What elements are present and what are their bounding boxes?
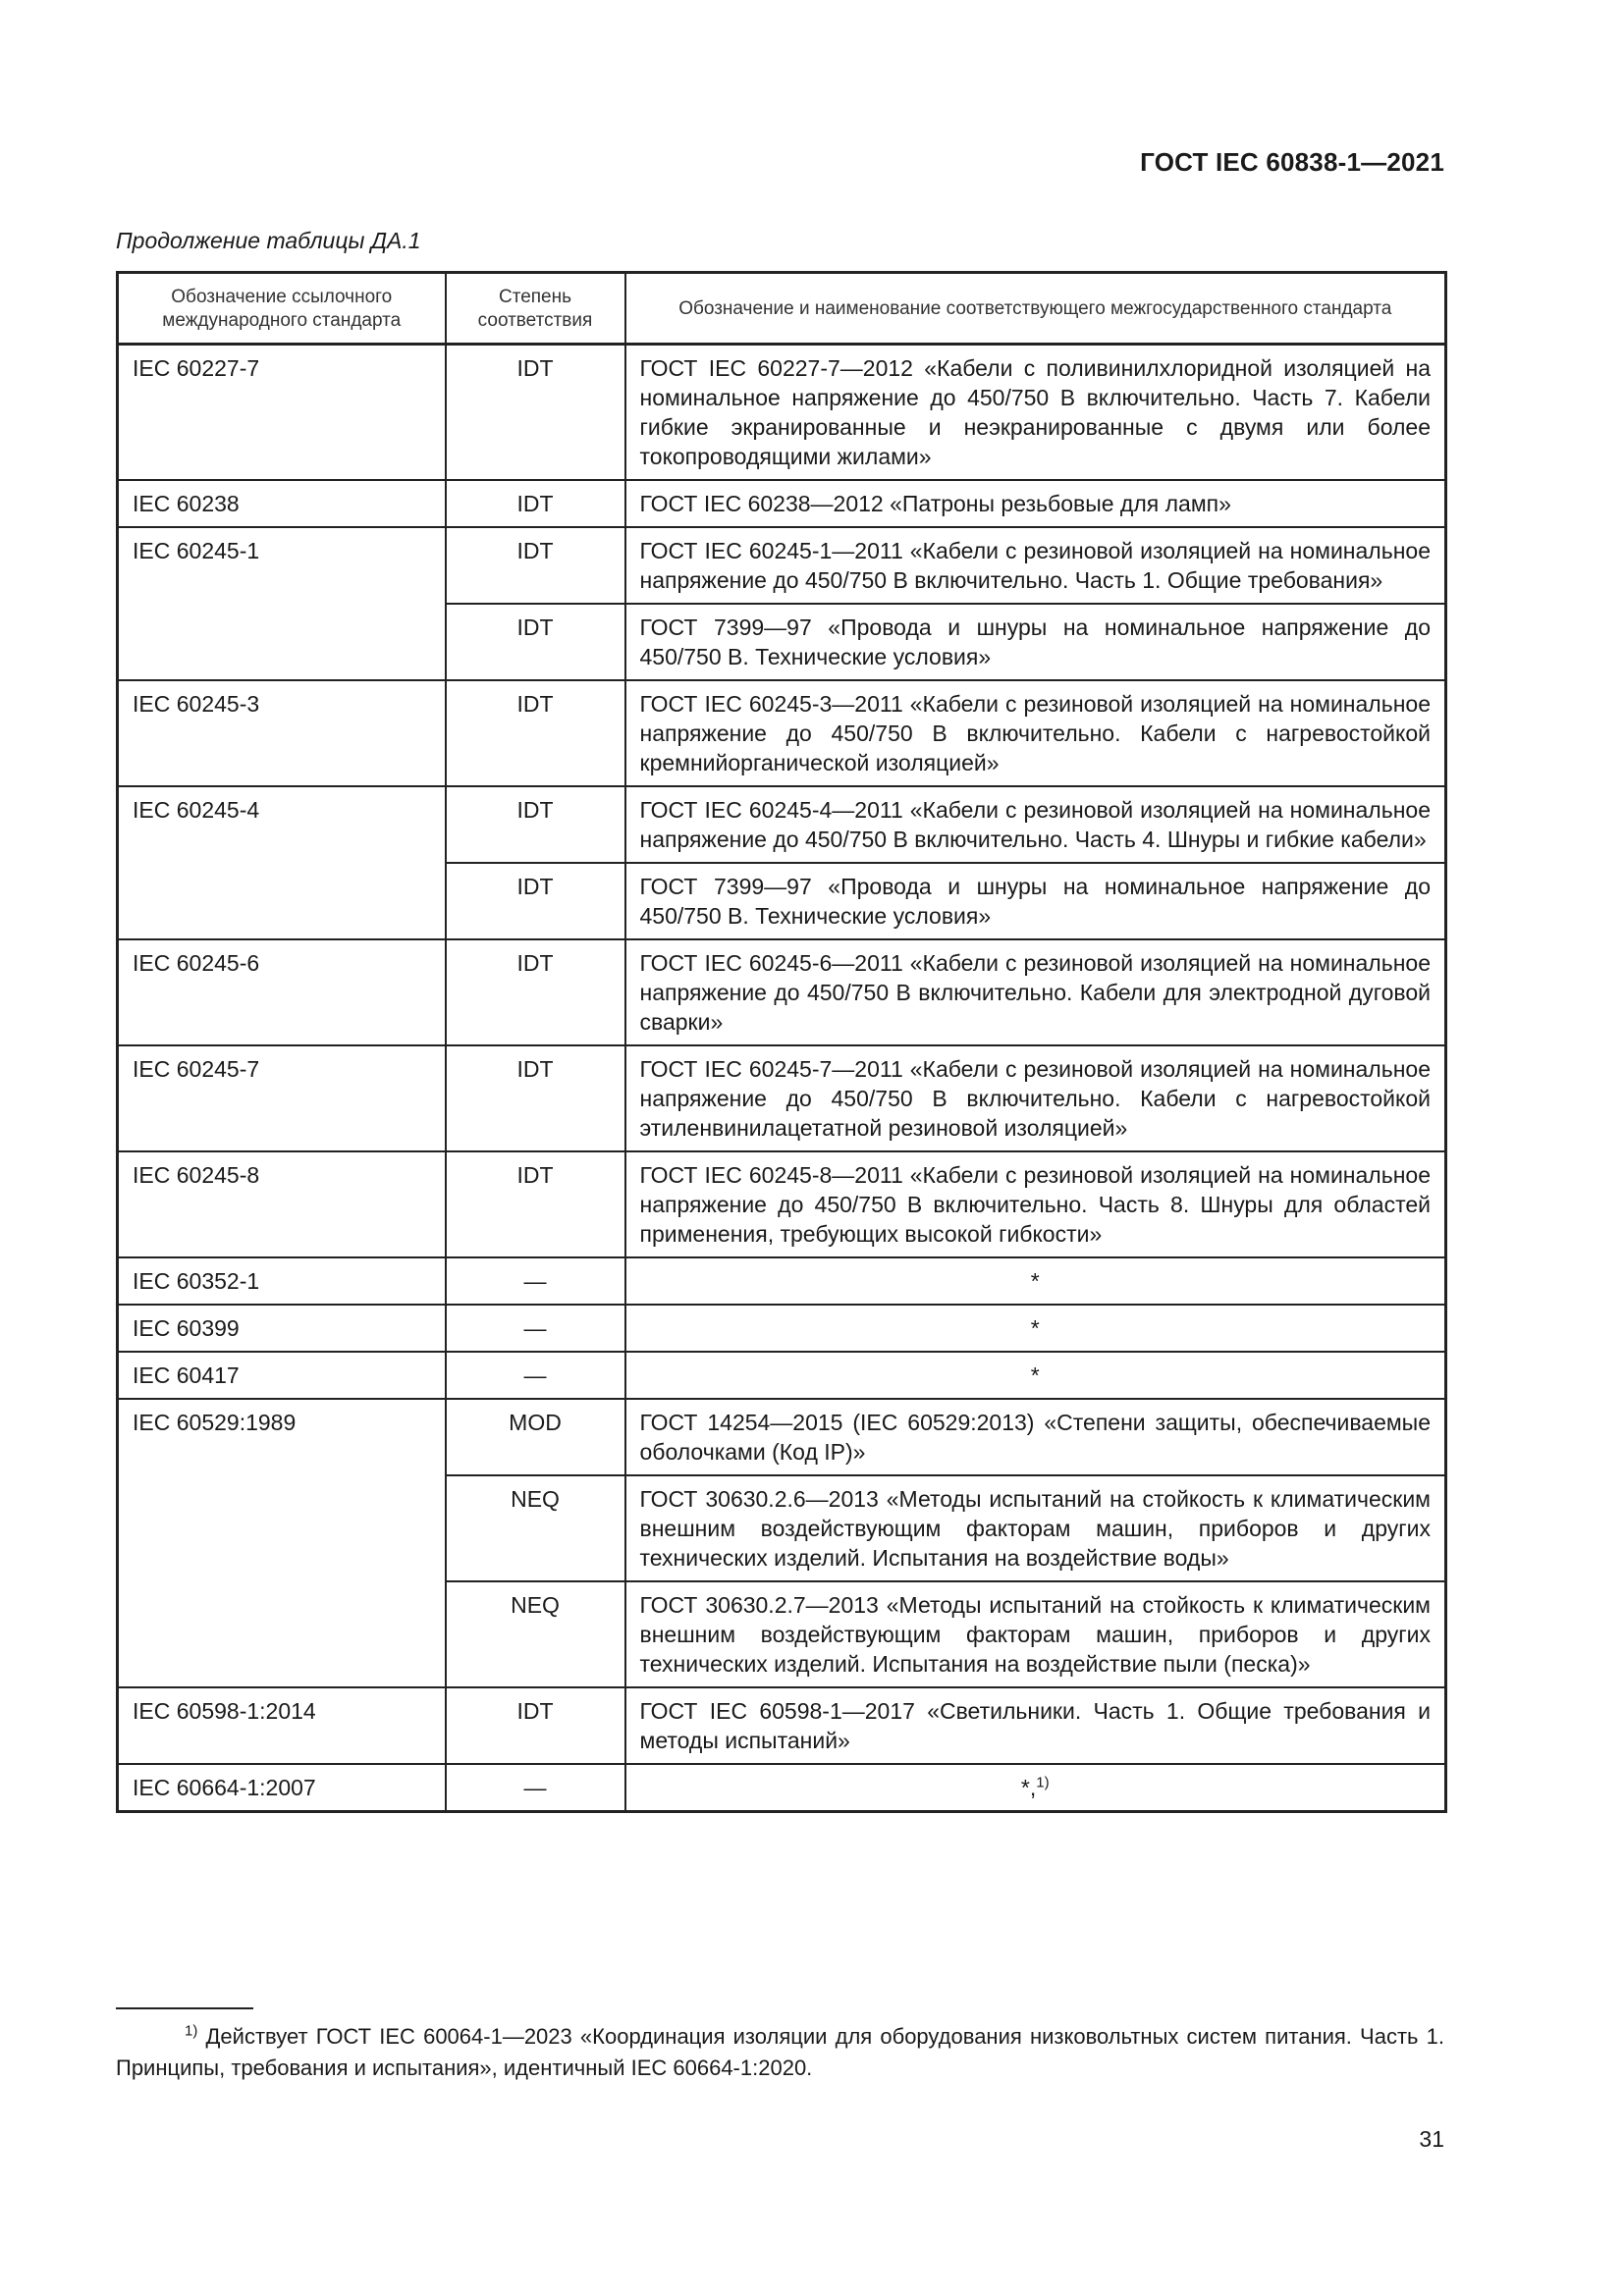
international-standard-code: IEC 60529:1989 [118,1399,446,1687]
degree-of-correspondence: — [446,1764,625,1812]
interstate-standard [625,1764,1446,1812]
degree-of-correspondence: NEQ [446,1475,625,1581]
degree-of-correspondence: IDT [446,480,625,527]
interstate-standard-text: ГОСТ 7399—97 «Провода и шнуры на номинальное напряжение до 450/750 В. Технические условия» [639,874,1431,929]
interstate-standard [625,480,1446,527]
interstate-standard [625,1045,1446,1151]
table-row [118,1687,1446,1764]
interstate-standard [625,345,1446,481]
degree-of-correspondence: IDT [446,1151,625,1257]
degree-of-correspondence: NEQ [446,1581,625,1687]
table-header-row [118,273,1446,345]
degree-of-correspondence: IDT [446,1045,625,1151]
degree-of-correspondence: IDT [446,786,625,863]
international-standard-code: IEC 60245-1 [118,527,446,680]
international-standard-code: IEC 60598-1:2014 [118,1687,446,1764]
interstate-standard [625,863,1446,939]
interstate-standard-text: ГОСТ IEC 60227-7—2012 «Кабели с поливинилхлоридной изоляцией на номинальное напряжение до 450/750 В включительно. Часть 7. Кабели гибкие экранированные и неэкранированные с двумя или более токопроводящими жилами» [639,355,1431,469]
table-row [118,1045,1446,1151]
table-row [118,527,1446,604]
table-row [118,1305,1446,1352]
interstate-standard-text: ГОСТ 30630.2.6—2013 «Методы испытаний на стойкость к климатическим внешним воздействующим факторам машин, приборов и других технических изделий. Испытания на воздействие воды» [639,1486,1431,1571]
interstate-standard [625,680,1446,786]
column-header-international-standard: Обозначение ссылочного международного стандарта [118,273,446,345]
degree-of-correspondence: IDT [446,527,625,604]
degree-of-correspondence: — [446,1305,625,1352]
degree-of-correspondence: — [446,1352,625,1399]
interstate-standard [625,1257,1446,1305]
footnote-text: Действует ГОСТ IEC 60064-1—2023 «Координация изоляции для оборудования низковольтных систем питания. Часть 1. Принципы, требования и испытания», идентичный IEC 60664-1:2020. [116,2024,1445,2080]
interstate-standard-text: ГОСТ IEC 60245-8—2011 «Кабели с резиновой изоляцией на номинальное напряжение до 450/750 В включительно. Часть 8. Шнуры для областей применения, требующих высокой гибкости» [639,1162,1431,1247]
table-row [118,1764,1446,1812]
international-standard-code: IEC 60352-1 [118,1257,446,1305]
interstate-standard-text: ГОСТ IEC 60245-3—2011 «Кабели с резиновой изоляцией на номинальное напряжение до 450/750 В включительно. Кабели с нагревостойкой кремнийорганической изоляцией» [639,691,1431,775]
interstate-standard [625,1581,1446,1687]
table-row [118,939,1446,1045]
degree-of-correspondence: IDT [446,604,625,680]
interstate-standard-text: * [1030,1268,1040,1294]
table-body [118,345,1446,1812]
interstate-standard [625,1687,1446,1764]
interstate-standard-text: ГОСТ IEC 60598-1—2017 «Светильники. Часть 1. Общие требования и методы испытаний» [639,1698,1431,1753]
interstate-standard [625,1151,1446,1257]
international-standard-code: IEC 60238 [118,480,446,527]
international-standard-code: IEC 60245-4 [118,786,446,939]
interstate-standard [625,527,1446,604]
table-row [118,1151,1446,1257]
footnote-divider [116,2007,253,2009]
interstate-standard [625,604,1446,680]
interstate-standard [625,1475,1446,1581]
page-number: 31 [1419,2126,1444,2152]
international-standard-code: IEC 60417 [118,1352,446,1399]
interstate-standard-text: ГОСТ 30630.2.7—2013 «Методы испытаний на стойкость к климатическим внешним воздействующим факторам машин, приборов и других технических изделий. Испытания на воздействие пыли (песка)» [639,1592,1431,1677]
table-row [118,680,1446,786]
degree-of-correspondence: MOD [446,1399,625,1475]
international-standard-code: IEC 60399 [118,1305,446,1352]
table-row [118,480,1446,527]
international-standard-code: IEC 60664-1:2007 [118,1764,446,1812]
interstate-standard-text: ГОСТ IEC 60238—2012 «Патроны резьбовые для ламп» [639,491,1231,516]
degree-of-correspondence: IDT [446,1687,625,1764]
table-row [118,345,1446,481]
footnote-reference: 1) [1036,1774,1050,1791]
international-standard-code: IEC 60245-6 [118,939,446,1045]
degree-of-correspondence: IDT [446,863,625,939]
footnote-marker: 1) [185,2022,198,2040]
column-header-degree: Степень соответствия [446,273,625,345]
interstate-standard [625,1399,1446,1475]
international-standard-code: IEC 60245-3 [118,680,446,786]
international-standard-code: IEC 60227-7 [118,345,446,481]
international-standard-code: IEC 60245-8 [118,1151,446,1257]
table-row [118,1399,1446,1475]
degree-of-correspondence: — [446,1257,625,1305]
interstate-standard [625,1352,1446,1399]
interstate-standard [625,1305,1446,1352]
degree-of-correspondence: IDT [446,345,625,481]
degree-of-correspondence: IDT [446,680,625,786]
international-standard-code: IEC 60245-7 [118,1045,446,1151]
column-header-interstate-standard: Обозначение и наименование соответствующего межгосударственного стандарта [625,273,1446,345]
interstate-standard-text: * [1030,1362,1040,1388]
table-row [118,1257,1446,1305]
interstate-standard-text: ГОСТ 7399—97 «Провода и шнуры на номинальное напряжение до 450/750 В. Технические условия» [639,614,1431,669]
interstate-standard-text: ГОСТ IEC 60245-4—2011 «Кабели с резиновой изоляцией на номинальное напряжение до 450/750 В включительно. Часть 4. Шнуры и гибкие кабели» [639,797,1431,852]
degree-of-correspondence: IDT [446,939,625,1045]
footnote [116,2021,1444,2084]
table-caption: Продолжение таблицы ДА.1 [116,228,421,253]
interstate-standard-text: *, [1020,1775,1037,1800]
interstate-standard-text: * [1030,1315,1040,1341]
document-code: ГОСТ IEC 60838-1—2021 [1140,147,1444,177]
standards-table [116,271,1447,1813]
interstate-standard [625,786,1446,863]
table-row [118,786,1446,863]
interstate-standard [625,939,1446,1045]
interstate-standard-text: ГОСТ 14254—2015 (IEC 60529:2013) «Степени защиты, обеспечиваемые оболочками (Код IP)» [639,1410,1431,1465]
interstate-standard-text: ГОСТ IEC 60245-7—2011 «Кабели с резиновой изоляцией на номинальное напряжение до 450/750 В включительно. Кабели с нагревостойкой этиленвинилацетатной резиновой изоляцией» [639,1056,1431,1141]
table-row [118,1352,1446,1399]
interstate-standard-text: ГОСТ IEC 60245-1—2011 «Кабели с резиновой изоляцией на номинальное напряжение до 450/750 В включительно. Часть 1. Общие требования» [639,538,1431,593]
interstate-standard-text: ГОСТ IEC 60245-6—2011 «Кабели с резиновой изоляцией на номинальное напряжение до 450/750 В включительно. Кабели для электродной дуговой сварки» [639,950,1431,1035]
